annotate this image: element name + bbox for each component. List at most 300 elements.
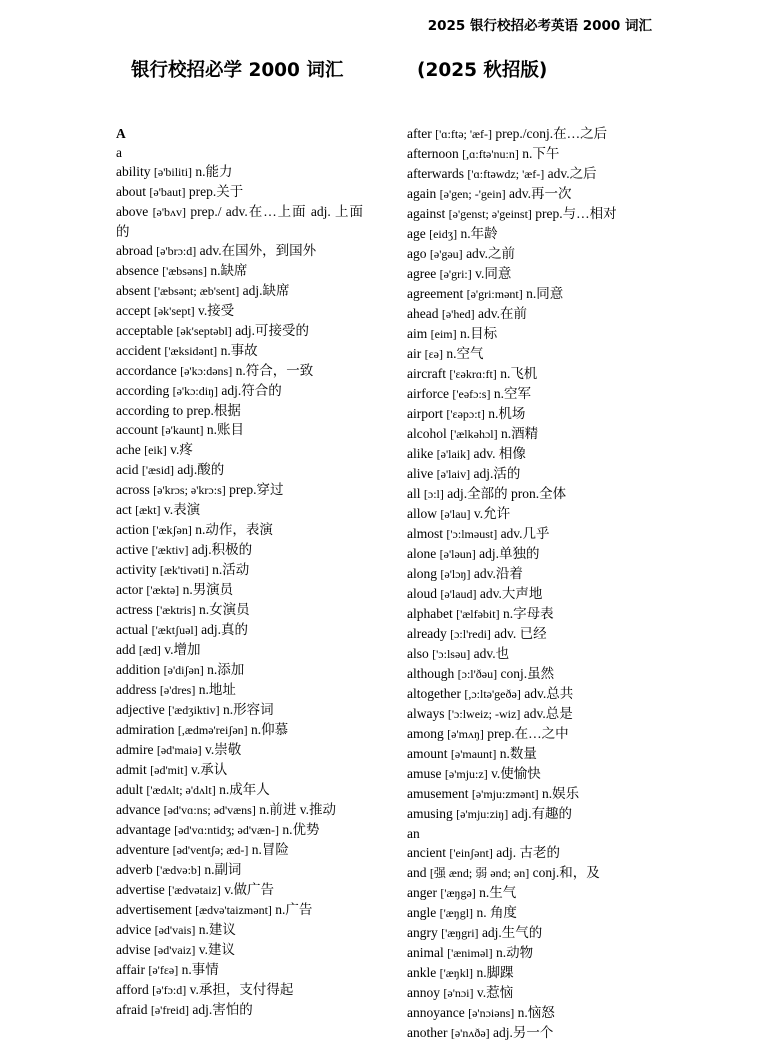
entry-word: accept (116, 303, 151, 318)
entry-pronunciation: ['æktiv] (151, 543, 189, 557)
entry-word: aloud (407, 586, 437, 601)
entry-pronunciation: [ɔ:l'redi] (450, 627, 491, 641)
entry-word: actor (116, 582, 143, 597)
entry-word: airforce (407, 386, 449, 401)
entry-pronunciation: [ə'hed] (441, 307, 475, 321)
entry-definition: n.能力 (195, 164, 233, 179)
entry-definition: adj.有趣的 (511, 806, 572, 821)
entry-definition: adj. 古老的 (496, 845, 560, 860)
vocab-entry (407, 983, 655, 1003)
entry-definition: n.符合，一致 (235, 363, 314, 378)
entry-word: act (116, 502, 132, 517)
vocab-entry (116, 500, 363, 520)
entry-word: air (407, 346, 422, 361)
vocab-entry (407, 744, 655, 764)
entry-definition: adv.在国外，到国外 (199, 243, 317, 258)
vocab-entry (407, 544, 655, 564)
entry-word: activity (116, 562, 157, 577)
entry-pronunciation: ['ædvətaiz] (168, 883, 221, 897)
entry-definition: adj.另一个 (493, 1025, 554, 1040)
entry-pronunciation: [ə'mju:z] (444, 767, 488, 781)
entry-pronunciation: ['ælfəbit] (456, 607, 500, 621)
entry-pronunciation: [ə'fɛə] (148, 963, 179, 977)
vocab-entry (116, 640, 363, 660)
entry-pronunciation: ['ælkəhɔl] (450, 427, 498, 441)
entry-word: absence (116, 263, 159, 278)
entry-definition: n. 角度 (476, 905, 517, 920)
document-title: 银行校招必学 2000 词汇 (131, 60, 344, 81)
vocab-entry (407, 1023, 655, 1043)
entry-word: and (407, 865, 427, 880)
entry-pronunciation: [əd'vais] (154, 923, 196, 937)
entry-word: admire (116, 742, 154, 757)
entry-pronunciation: [eik] (144, 443, 167, 457)
entry-word: another (407, 1025, 448, 1040)
entry-word: according (116, 383, 170, 398)
entry-pronunciation: ['æktʃuəl] (151, 623, 198, 637)
entry-definition: v.建议 (198, 942, 235, 957)
entry-pronunciation: ['æŋgə] (440, 886, 476, 900)
vocab-entry (407, 224, 655, 244)
entry-pronunciation: [ə'laik] (436, 447, 471, 461)
vocab-entry (116, 440, 363, 460)
entry-pronunciation: [ə'kɔ:diŋ] (172, 384, 219, 398)
entry-pronunciation: [ə'krɔs; ə'krɔ:s] (153, 483, 226, 497)
entry-word: aim (407, 326, 428, 341)
entry-pronunciation: [ə'lau] (440, 507, 471, 521)
vocab-entry (407, 764, 655, 784)
vocab-entry (116, 401, 363, 420)
vocab-entry (407, 524, 655, 544)
vocab-entry (116, 960, 363, 980)
vocab-entry (116, 660, 363, 680)
entry-pronunciation: [ə'nɔi] (443, 986, 474, 1000)
vocab-entry (116, 700, 363, 720)
entry-word: an (407, 826, 420, 841)
entry-definition: n.添加 (207, 662, 245, 677)
entry-definition: n.飞机 (500, 366, 538, 381)
entry-word: amusing (407, 806, 453, 821)
vocab-entry (407, 424, 655, 444)
entry-word: annoyance (407, 1005, 465, 1020)
vocab-entry (407, 704, 655, 724)
vocab-entry (407, 843, 655, 863)
entry-word: adverb (116, 862, 153, 877)
vocab-entry (116, 162, 363, 182)
entry-word: advice (116, 922, 152, 937)
entry-definition: v.表演 (163, 502, 201, 517)
vocab-entry (407, 1003, 655, 1023)
entry-word: ahead (407, 306, 439, 321)
vocab-entry (407, 244, 655, 264)
vocab-entry (407, 164, 655, 184)
vocab-entry (116, 281, 363, 301)
vocab-entry (116, 740, 363, 760)
entry-word: all (407, 486, 421, 501)
entry-definition: v.疼 (170, 442, 193, 457)
entry-definition: n.恼怒 (517, 1005, 555, 1020)
vocab-entry (116, 940, 363, 960)
vocab-entry (407, 684, 655, 704)
vocab-entry (407, 304, 655, 324)
entry-word: agree (407, 266, 437, 281)
vocab-entry (407, 624, 655, 644)
vocab-entry (116, 381, 363, 401)
entry-word: airport (407, 406, 443, 421)
vocab-entry (407, 264, 655, 284)
vocab-entry (116, 580, 363, 600)
entry-word: afterwards (407, 166, 464, 181)
entry-definition: n.事故 (220, 343, 258, 358)
entry-pronunciation: [ə'lɔŋ] (440, 567, 471, 581)
entry-word: adult (116, 782, 143, 797)
entry-pronunciation: [ædvə'taizmənt] (195, 903, 272, 917)
entry-word: absent (116, 283, 151, 298)
entry-pronunciation: [ə'freid] (150, 1003, 189, 1017)
section-letter: A (116, 126, 126, 141)
entry-definition: n.男演员 (182, 582, 234, 597)
entry-definition: n.账目 (206, 422, 244, 437)
vocab-entry (116, 840, 363, 860)
entry-pronunciation: [əd'vaiz] (153, 943, 196, 957)
entry-pronunciation: [əd'vɑ:ns; əd'væns] (163, 803, 256, 817)
vocab-entry (407, 384, 655, 404)
entry-word: allow (407, 506, 437, 521)
entry-definition: adv. 已经 (494, 626, 547, 641)
vocab-entry (116, 241, 363, 261)
entry-word: ago (407, 246, 427, 261)
entry-definition: adv.之前 (466, 246, 516, 261)
entry-definition: n.女演员 (198, 602, 250, 617)
entry-word: anger (407, 885, 437, 900)
entry-pronunciation: ['æktə] (146, 583, 180, 597)
vocab-entry (407, 344, 655, 364)
entry-word: across (116, 482, 150, 497)
vocab-entry (407, 824, 655, 843)
entry-definition: adj.害怕的 (192, 1002, 253, 1017)
entry-definition: adv.也 (473, 646, 510, 661)
entry-pronunciation: ['ɔ:lməust] (446, 527, 498, 541)
entry-word: amount (407, 746, 448, 761)
entry-word: admit (116, 762, 147, 777)
entry-word: alone (407, 546, 437, 561)
entry-pronunciation: [,ædmə'reiʃən] (177, 723, 248, 737)
vocab-entry (116, 420, 363, 440)
entry-pronunciation: ['ɛəpɔ:t] (446, 407, 485, 421)
entry-definition: n.冒险 (251, 842, 289, 857)
entry-definition: n.数量 (499, 746, 537, 761)
entry-word: alive (407, 466, 434, 481)
entry-word: addition (116, 662, 161, 677)
entry-definition: v.惹恼 (476, 985, 514, 1000)
entry-word: advertisement (116, 902, 192, 917)
entry-pronunciation: ['æbsənt; æb'sent] (153, 284, 240, 298)
entry-pronunciation: [ə'laud] (440, 587, 477, 601)
vocab-entry (116, 540, 363, 560)
entry-definition: n.酒精 (500, 426, 539, 441)
vocab-entry (407, 883, 655, 903)
entry-pronunciation: [eim] (430, 327, 457, 341)
vocab-entry (116, 860, 363, 880)
entry-definition: adj.符合的 (221, 383, 282, 398)
entry-word: advertise (116, 882, 165, 897)
entry-definition: prep.在…之中 (487, 726, 569, 741)
vocab-entry (407, 584, 655, 604)
vocab-entry (116, 680, 363, 700)
vocab-entry (116, 143, 363, 162)
entry-definition: adv. 相像 (473, 446, 526, 461)
entry-pronunciation: ['ɔ:lsəu] (432, 647, 471, 661)
entry-definition: n.字母表 (502, 606, 554, 621)
entry-word: accident (116, 343, 161, 358)
entry-pronunciation: [æd] (138, 643, 161, 657)
entry-pronunciation: [ək'septəbl] (176, 324, 232, 338)
entry-word: acceptable (116, 323, 173, 338)
entry-pronunciation: [ə'baut] (149, 185, 186, 199)
entry-word: actress (116, 602, 153, 617)
entry-pronunciation: ['æniməl] (447, 946, 493, 960)
vocab-entry (116, 600, 363, 620)
entry-definition: conj.虽然 (500, 666, 555, 681)
entry-pronunciation: [ə'gen; -'gein] (439, 187, 506, 201)
entry-definition: n.前进 v.推动 (259, 802, 336, 817)
entry-definition: n.活动 (212, 562, 250, 577)
entry-pronunciation: [ə'gri:] (439, 267, 472, 281)
entry-definition: n.下午 (522, 146, 560, 161)
vocab-entry (116, 820, 363, 840)
entry-pronunciation: [æk'tivəti] (159, 563, 209, 577)
vocab-entry (116, 182, 363, 202)
entry-word: alike (407, 446, 434, 461)
entry-definition: v.同意 (475, 266, 512, 281)
vocab-entry (407, 644, 655, 664)
entry-definition: adj.单独的 (479, 546, 540, 561)
entry-definition: n.年龄 (460, 226, 498, 241)
entry-word: account (116, 422, 158, 437)
vocab-entry (116, 261, 363, 281)
entry-pronunciation: ['ɑ:ftə; 'æf-] (435, 127, 493, 141)
vocab-entry (407, 963, 655, 983)
vocab-entry (407, 364, 655, 384)
vocab-entry (407, 484, 655, 504)
entry-pronunciation: [ə'biliti] (153, 165, 193, 179)
entry-definition: prep.穿过 (229, 482, 284, 497)
entry-definition: n.生气 (479, 885, 517, 900)
entry-word: abroad (116, 243, 153, 258)
entry-pronunciation: ['æŋkl] (439, 966, 474, 980)
entry-word: active (116, 542, 149, 557)
right-vocabulary-column (407, 124, 655, 1043)
entry-definition: n.空气 (446, 346, 484, 361)
entry-definition: n.脚踝 (476, 965, 514, 980)
vocab-entry (116, 202, 363, 241)
entry-word: address (116, 682, 157, 697)
vocab-entry (407, 204, 655, 224)
vocab-entry (407, 804, 655, 824)
entry-definition: adj.积极的 (191, 542, 253, 557)
entry-pronunciation: [ɛə] (424, 347, 443, 361)
entry-word: affair (116, 962, 145, 977)
entry-pronunciation: ['ædʒiktiv] (168, 703, 220, 717)
entry-definition: conj.和，及 (532, 865, 600, 880)
vocab-entry (116, 980, 363, 1000)
entry-definition: prep./conj.在…之后 (495, 126, 608, 141)
entry-word: against (407, 206, 446, 221)
entry-pronunciation: [əd'maiə] (156, 743, 202, 757)
entry-definition: v.使愉快 (491, 766, 541, 781)
entry-pronunciation: [əd'vɑ:ntidʒ; əd'væn-] (174, 823, 279, 837)
vocab-entry (407, 504, 655, 524)
vocab-entry (407, 324, 655, 344)
entry-definition: prep./ adv.在…上面 adj. 上面的 (116, 204, 363, 239)
entry-pronunciation: ['æŋgl] (439, 906, 474, 920)
entry-definition: n.娱乐 (542, 786, 580, 801)
entry-word: altogether (407, 686, 461, 701)
entry-word: along (407, 566, 437, 581)
entry-pronunciation: [ə'fɔ:d] (152, 983, 187, 997)
entry-pronunciation: [ə'kɔ:dəns] (180, 364, 233, 378)
vocab-entry (116, 760, 363, 780)
vocab-entry (116, 321, 363, 341)
entry-pronunciation: [ɔ:l] (423, 487, 444, 501)
left-vocabulary-column (116, 124, 363, 1020)
entry-pronunciation: ['æksidənt] (164, 344, 218, 358)
running-header: 2025 银行校招必考英语 2000 词汇 (427, 18, 652, 34)
entry-word: amuse (407, 766, 442, 781)
entry-word: amusement (407, 786, 469, 801)
entry-pronunciation: ['æsid] (141, 463, 175, 477)
entry-definition: adj.缺席 (242, 283, 290, 298)
entry-word: again (407, 186, 437, 201)
entry-definition: n.形容词 (222, 702, 274, 717)
entry-definition: n.地址 (198, 682, 236, 697)
entry-word: after (407, 126, 432, 141)
vocab-entry (407, 124, 655, 144)
entry-pronunciation: [əd'mit] (150, 763, 188, 777)
entry-word: ancient (407, 845, 446, 860)
entry-pronunciation: [ə'diʃən] (163, 663, 204, 677)
entry-pronunciation: [ə'kaunt] (161, 423, 204, 437)
vocab-entry (407, 903, 655, 923)
vocab-entry (407, 923, 655, 943)
entry-pronunciation: ['ɑ:ftəwdz; 'æf-] (467, 167, 545, 181)
entry-word: although (407, 666, 455, 681)
entry-definition: adv.总共 (524, 686, 574, 701)
entry-pronunciation: ['æbsəns] (162, 264, 207, 278)
entry-word: age (407, 226, 426, 241)
document-edition: (2025 秋招版) (417, 60, 548, 81)
entry-definition: n.仰慕 (251, 722, 289, 737)
entry-definition: v.接受 (198, 303, 235, 318)
entry-pronunciation: [ə'gri:mənt] (466, 287, 523, 301)
entry-definition: n.事情 (181, 962, 219, 977)
entry-definition: n.动物 (496, 945, 534, 960)
entry-pronunciation: [ə'dres] (159, 683, 196, 697)
entry-pronunciation: [ɔ:l'ðəu] (457, 667, 498, 681)
entry-definition: v.承认 (190, 762, 228, 777)
entry-word: afternoon (407, 146, 459, 161)
entry-word: agreement (407, 286, 464, 301)
entry-definition: adv.大声地 (479, 586, 543, 601)
entry-word: according to (116, 403, 184, 418)
entry-pronunciation: [强 ænd; 弱 ənd; ən] (429, 866, 530, 880)
entry-word: adventure (116, 842, 170, 857)
entry-definition: adj.活的 (473, 466, 521, 481)
entry-definition: n.同意 (526, 286, 564, 301)
vocab-entry (407, 943, 655, 963)
entry-definition: adj.真的 (201, 622, 249, 637)
entry-definition: n.建议 (198, 922, 236, 937)
vocab-entry (116, 560, 363, 580)
entry-pronunciation: [ə'laiv] (436, 467, 471, 481)
entry-word: adjective (116, 702, 165, 717)
entry-word: about (116, 184, 146, 199)
entry-definition: v.允许 (473, 506, 511, 521)
entry-word: angry (407, 925, 438, 940)
entry-pronunciation: [eidʒ] (429, 227, 458, 241)
vocab-entry (407, 404, 655, 424)
vocab-entry (407, 144, 655, 164)
entry-definition: prep.与…相对 (535, 206, 617, 221)
vocab-entry (116, 460, 363, 480)
vocab-entry (116, 520, 363, 540)
entry-pronunciation: ['ækʃən] (152, 523, 192, 537)
entry-word: actual (116, 622, 149, 637)
entry-word: admiration (116, 722, 175, 737)
entry-word: add (116, 642, 136, 657)
entry-definition: adj.全部的 pron.全体 (447, 486, 567, 501)
entry-word: alcohol (407, 426, 447, 441)
entry-word: ankle (407, 965, 437, 980)
entry-word: afraid (116, 1002, 148, 1017)
entry-definition: adv.几乎 (500, 526, 550, 541)
entry-word: among (407, 726, 444, 741)
entry-definition: n.广告 (275, 902, 313, 917)
entry-word: acid (116, 462, 139, 477)
entry-definition: n.动作，表演 (195, 522, 273, 537)
vocab-entry (407, 564, 655, 584)
vocab-entry (116, 900, 363, 920)
entry-word: animal (407, 945, 444, 960)
entry-definition: adv.再一次 (508, 186, 572, 201)
entry-word: ability (116, 164, 151, 179)
entry-word: advise (116, 942, 151, 957)
entry-pronunciation: [ə'nɔiəns] (468, 1006, 515, 1020)
entry-definition: adv.总是 (523, 706, 573, 721)
entry-word: a (116, 145, 122, 160)
entry-word: advance (116, 802, 161, 817)
entry-definition: n.副词 (204, 862, 242, 877)
entry-pronunciation: [ək'sept] (153, 304, 195, 318)
entry-pronunciation: ['æŋgri] (441, 926, 479, 940)
vocab-entry (407, 604, 655, 624)
entry-pronunciation: [ækt] (135, 503, 161, 517)
entry-pronunciation: ['ɛəkrɑ:ft] (449, 367, 497, 381)
vocab-entry (116, 341, 363, 361)
entry-word: always (407, 706, 445, 721)
entry-definition: n.缺席 (210, 263, 248, 278)
entry-pronunciation: [ə'gəu] (429, 247, 463, 261)
entry-definition: adj.可接受的 (235, 323, 310, 338)
entry-word: also (407, 646, 429, 661)
entry-pronunciation: [ə'mju:ziŋ] (456, 807, 509, 821)
entry-pronunciation: [ə'genst; ə'geinst] (448, 207, 532, 221)
entry-pronunciation: [,ɑ:ftə'nu:n] (462, 147, 519, 161)
vocab-entry (407, 184, 655, 204)
vocab-entry (407, 444, 655, 464)
entry-pronunciation: [əd'ventʃə; æd-] (172, 843, 249, 857)
vocab-entry (407, 664, 655, 684)
